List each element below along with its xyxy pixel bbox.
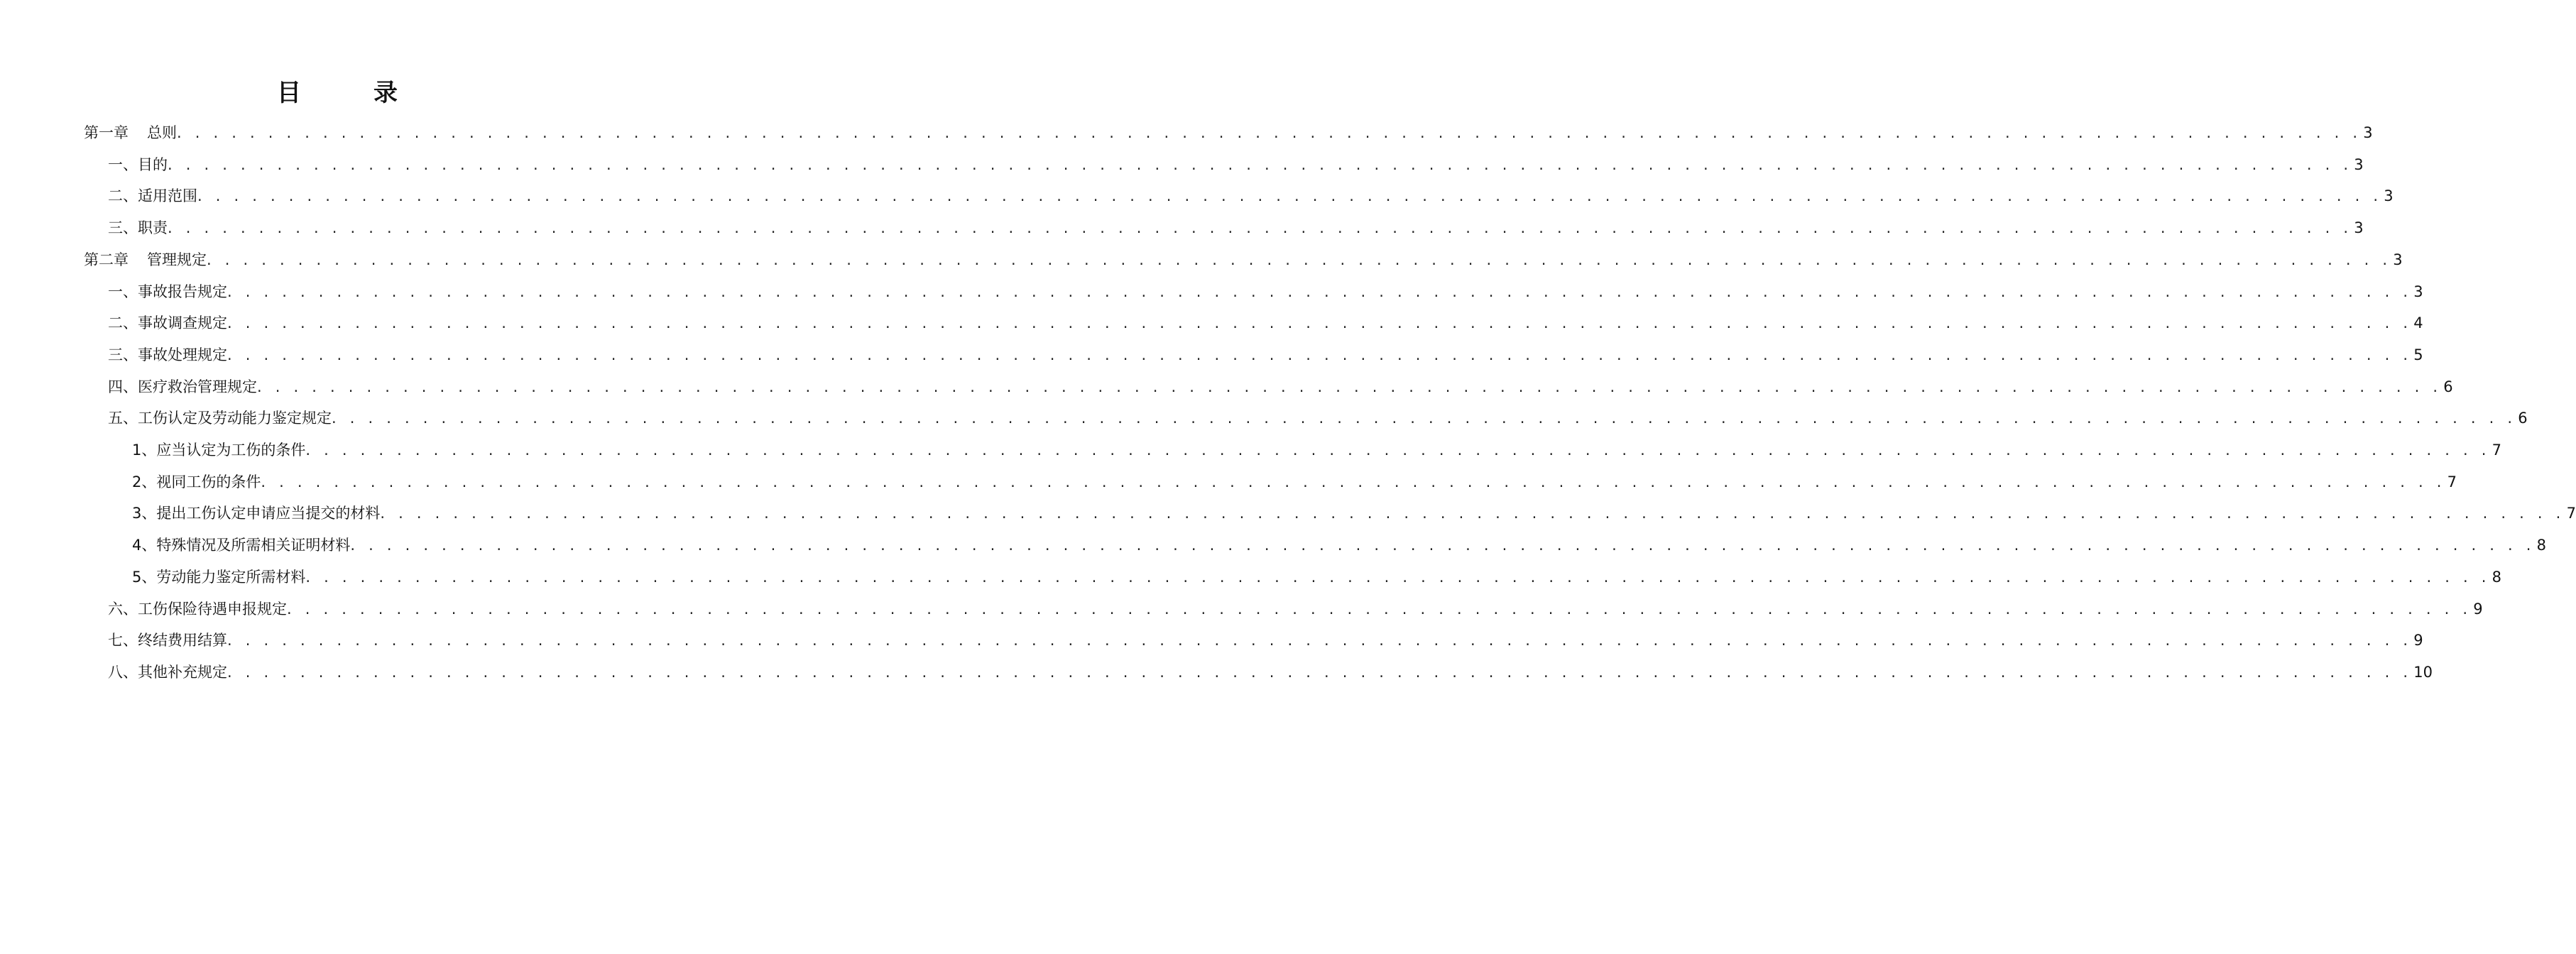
- page-number: 6: [2518, 410, 2528, 427]
- page-number: 4: [2413, 314, 2423, 332]
- page-number: 7: [2447, 473, 2457, 490]
- toc-entry[interactable]: [108, 307, 2423, 339]
- dot-leader: . . . . . . . . . . . . . . . . . . . . . . . . . . . . . . . . . . . . . . . . . . . . . . . . . . . . . . . . . . . . . . . . . . . . . . . . . . . . . . . . . . . . . . . . . . . . . . . . . . . . . . . . . . . . . . . . . . . . . . . .: [380, 505, 2565, 522]
- toc-entry-text: [132, 530, 350, 561]
- toc-entry-text: [108, 212, 168, 243]
- toc-entry-text: [132, 561, 305, 593]
- page-number: 6: [2443, 378, 2453, 395]
- toc-entry-text: [84, 117, 177, 148]
- toc-entry-title: 管理规定: [147, 251, 207, 268]
- page-number: 3: [2384, 187, 2394, 205]
- toc-entry[interactable]: [108, 339, 2423, 371]
- dot-leader: . . . . . . . . . . . . . . . . . . . . . . . . . . . . . . . . . . . . . . . . . . . . . . . . . . . . . . . . . . . . . . . . . . . . . . . . . . . . . . . . . . . . . . . . . . . . . . . . . . . . . . . . . . . . . . . . . . . . . . . .: [227, 346, 2413, 363]
- toc-entry[interactable]: [84, 117, 2373, 148]
- toc-entry-title: 三、事故处理规定: [108, 346, 227, 363]
- dot-leader: . . . . . . . . . . . . . . . . . . . . . . . . . . . . . . . . . . . . . . . . . . . . . . . . . . . . . . . . . . . . . . . . . . . . . . . . . . . . . . . . . . . . . . . . . . . . . . . . . . . . . . . . . . . . . . . . . . . . . . . .: [168, 219, 2353, 237]
- toc-title: 目 录: [277, 79, 422, 107]
- toc-entry-title: 六、工伤保险待遇申报规定: [108, 600, 287, 618]
- toc-entry-text: [108, 180, 197, 212]
- dot-leader: . . . . . . . . . . . . . . . . . . . . . . . . . . . . . . . . . . . . . . . . . . . . . . . . . . . . . . . . . . . . . . . . . . . . . . . . . . . . . . . . . . . . . . . . . . . . . . . . . . . . . . . . . . . . . . . . . . . . . . . .: [197, 187, 2383, 205]
- toc-entry[interactable]: [108, 371, 2453, 402]
- dot-leader: . . . . . . . . . . . . . . . . . . . . . . . . . . . . . . . . . . . . . . . . . . . . . . . . . . . . . . . . . . . . . . . . . . . . . . . . . . . . . . . . . . . . . . . . . . . . . . . . . . . . . . . . . . . . . . . . . . . . . . . .: [207, 251, 2392, 268]
- toc-entry-title: 一、事故报告规定: [108, 283, 227, 300]
- chapter-label: 第二章: [84, 251, 129, 268]
- toc-entry[interactable]: [108, 593, 2483, 625]
- toc-entry-text: [108, 593, 287, 625]
- page-number: 8: [2536, 537, 2546, 554]
- toc-entry-text: [108, 276, 227, 307]
- toc-entry-text: [108, 402, 332, 434]
- toc-entry-text: [84, 244, 207, 275]
- dot-leader: . . . . . . . . . . . . . . . . . . . . . . . . . . . . . . . . . . . . . . . . . . . . . . . . . . . . . . . . . . . . . . . . . . . . . . . . . . . . . . . . . . . . . . . . . . . . . . . . . . . . . . . . . . . . . . . . . . . . . . . .: [332, 410, 2517, 427]
- dot-leader: . . . . . . . . . . . . . . . . . . . . . . . . . . . . . . . . . . . . . . . . . . . . . . . . . . . . . . . . . . . . . . . . . . . . . . . . . . . . . . . . . . . . . . . . . . . . . . . . . . . . . . . . . . . . . . . . . . . . . . . .: [177, 124, 2362, 141]
- toc-entry[interactable]: [108, 657, 2433, 688]
- toc-entry-title: 1、应当认定为工伤的条件: [132, 442, 306, 459]
- page-number: 7: [2566, 505, 2576, 522]
- toc-entry[interactable]: [132, 434, 2501, 466]
- toc-entry[interactable]: [108, 625, 2423, 656]
- page-number: 3: [2354, 155, 2364, 173]
- page-number: 9: [2473, 600, 2483, 618]
- toc-entry[interactable]: [84, 244, 2403, 275]
- dot-leader: . . . . . . . . . . . . . . . . . . . . . . . . . . . . . . . . . . . . . . . . . . . . . . . . . . . . . . . . . . . . . . . . . . . . . . . . . . . . . . . . . . . . . . . . . . . . . . . . . . . . . . . . . . . . . . . . . . . . . . . .: [227, 632, 2413, 649]
- toc-entry-text: [108, 625, 227, 656]
- toc-entry[interactable]: [108, 276, 2423, 307]
- toc-entry-title: 七、终结费用结算: [108, 632, 227, 649]
- page-number: 3: [2363, 124, 2373, 141]
- toc-entry-title: 二、适用范围: [108, 187, 197, 205]
- page-number: 3: [2393, 251, 2403, 268]
- toc-entry[interactable]: [132, 498, 2576, 529]
- toc-entry-title: 三、职责: [108, 219, 168, 237]
- page-number: 10: [2413, 663, 2433, 681]
- dot-leader: . . . . . . . . . . . . . . . . . . . . . . . . . . . . . . . . . . . . . . . . . . . . . . . . . . . . . . . . . . . . . . . . . . . . . . . . . . . . . . . . . . . . . . . . . . . . . . . . . . . . . . . . . . . . . . . . . . . . . . . .: [168, 155, 2353, 173]
- dot-leader: . . . . . . . . . . . . . . . . . . . . . . . . . . . . . . . . . . . . . . . . . . . . . . . . . . . . . . . . . . . . . . . . . . . . . . . . . . . . . . . . . . . . . . . . . . . . . . . . . . . . . . . . . . . . . . . . . . . . . . . .: [227, 283, 2413, 300]
- toc-entry-title: 3、提出工伤认定申请应当提交的材料: [132, 505, 381, 522]
- toc-entry-text: [108, 371, 257, 402]
- page-number: 7: [2492, 442, 2501, 459]
- dot-leader: . . . . . . . . . . . . . . . . . . . . . . . . . . . . . . . . . . . . . . . . . . . . . . . . . . . . . . . . . . . . . . . . . . . . . . . . . . . . . . . . . . . . . . . . . . . . . . . . . . . . . . . . . . . . . . . . . . . . . . . .: [261, 473, 2446, 490]
- toc-entry-text: [132, 466, 261, 498]
- dot-leader: . . . . . . . . . . . . . . . . . . . . . . . . . . . . . . . . . . . . . . . . . . . . . . . . . . . . . . . . . . . . . . . . . . . . . . . . . . . . . . . . . . . . . . . . . . . . . . . . . . . . . . . . . . . . . . . . . . . . . . . .: [350, 537, 2536, 554]
- toc-entry-text: [132, 434, 305, 466]
- toc-entry[interactable]: [108, 180, 2394, 212]
- page-number: 8: [2492, 568, 2501, 586]
- toc-entry-text: [108, 657, 227, 688]
- page-number: 5: [2413, 346, 2423, 363]
- page-number: 9: [2413, 632, 2423, 649]
- toc-entry[interactable]: [132, 561, 2501, 593]
- toc-entry[interactable]: [108, 402, 2528, 434]
- dot-leader: . . . . . . . . . . . . . . . . . . . . . . . . . . . . . . . . . . . . . . . . . . . . . . . . . . . . . . . . . . . . . . . . . . . . . . . . . . . . . . . . . . . . . . . . . . . . . . . . . . . . . . . . . . . . . . . . . . . . . . . .: [227, 314, 2413, 332]
- toc-entry-title: 八、其他补充规定: [108, 663, 227, 681]
- page-number: 3: [2354, 219, 2364, 237]
- toc-entry[interactable]: [132, 466, 2457, 498]
- toc-entry[interactable]: [108, 149, 2364, 180]
- toc-entry-text: [108, 149, 168, 180]
- dot-leader: . . . . . . . . . . . . . . . . . . . . . . . . . . . . . . . . . . . . . . . . . . . . . . . . . . . . . . . . . . . . . . . . . . . . . . . . . . . . . . . . . . . . . . . . . . . . . . . . . . . . . . . . . . . . . . . . . . . . . . . .: [305, 442, 2491, 459]
- dot-leader: . . . . . . . . . . . . . . . . . . . . . . . . . . . . . . . . . . . . . . . . . . . . . . . . . . . . . . . . . . . . . . . . . . . . . . . . . . . . . . . . . . . . . . . . . . . . . . . . . . . . . . . . . . . . . . . . . . . . . . . .: [305, 568, 2491, 586]
- toc-entry-text: [108, 339, 227, 371]
- toc-entry-title: 二、事故调查规定: [108, 314, 227, 332]
- toc-entry-title: 一、目的: [108, 155, 168, 173]
- toc-entry-title: 四、医疗救治管理规定: [108, 378, 257, 395]
- toc-entry[interactable]: [108, 212, 2364, 243]
- toc-entry-title: 2、视同工伤的条件: [132, 473, 261, 490]
- toc-entry-title: 4、特殊情况及所需相关证明材料: [132, 537, 351, 554]
- chapter-label: 第一章: [84, 124, 129, 141]
- toc-entry-text: [108, 307, 227, 339]
- dot-leader: . . . . . . . . . . . . . . . . . . . . . . . . . . . . . . . . . . . . . . . . . . . . . . . . . . . . . . . . . . . . . . . . . . . . . . . . . . . . . . . . . . . . . . . . . . . . . . . . . . . . . . . . . . . . . . . . . . . . . . . .: [287, 600, 2472, 618]
- toc-entry-title: 总则: [147, 124, 177, 141]
- toc-entry-title: 5、劳动能力鉴定所需材料: [132, 568, 306, 586]
- page-number: 3: [2413, 283, 2423, 300]
- toc-entry[interactable]: [132, 530, 2546, 561]
- dot-leader: . . . . . . . . . . . . . . . . . . . . . . . . . . . . . . . . . . . . . . . . . . . . . . . . . . . . . . . . . . . . . . . . . . . . . . . . . . . . . . . . . . . . . . . . . . . . . . . . . . . . . . . . . . . . . . . . . . . . . . . .: [227, 663, 2413, 681]
- toc-entry-title: 五、工伤认定及劳动能力鉴定规定: [108, 410, 332, 427]
- dot-leader: . . . . . . . . . . . . . . . . . . . . . . . . . . . . . . . . . . . . . . . . . . . . . . . . . . . . . . . . . . . . . . . . . . . . . . . . . . . . . . . . . . . . . . . . . . . . . . . . . . . . . . . . . . . . . . . . . . . . . . . .: [257, 378, 2443, 395]
- toc-entry-text: [132, 498, 380, 529]
